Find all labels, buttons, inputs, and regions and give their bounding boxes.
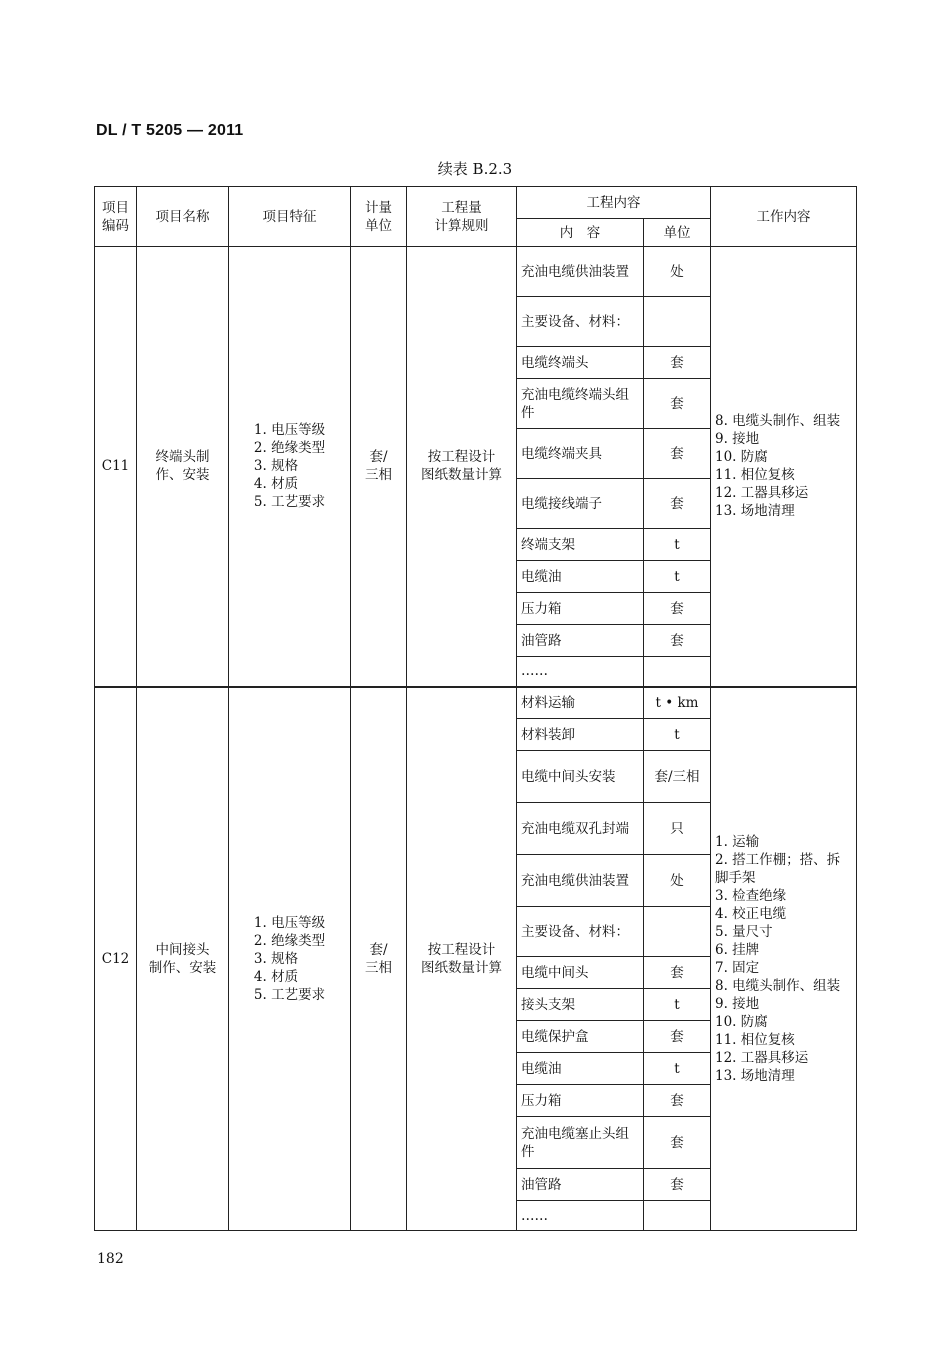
content-item: 电缆保护盒 [517,1021,644,1053]
content-item: 电缆接线端子 [517,479,644,529]
spec-table [94,186,857,1231]
header-content-group: 工程内容 [517,187,711,219]
content-item: 压力箱 [517,1085,644,1117]
content-unit: 套 [644,429,711,479]
content-unit: 套 [644,1085,711,1117]
feature-list [254,421,325,511]
content-item: 电缆油 [517,561,644,593]
table-row [95,687,857,719]
content-item: 充油电缆塞止头组件 [517,1117,644,1169]
content-unit: 套 [644,957,711,989]
header-unit: 计量 单位 [351,187,407,247]
content-unit [644,297,711,347]
feature-item: 2. 绝缘类型 [253,440,326,457]
content-item: 电缆中间头 [517,957,644,989]
feature-item: 3. 规格 [253,950,299,967]
content-unit: 套 [644,1117,711,1169]
table-row [95,247,857,297]
standard-code: DL / T 5205 — 2011 [96,122,244,139]
content-item: 充油电缆供油装置 [517,855,644,907]
content-unit: t [644,1053,711,1085]
feature-item: 5. 工艺要求 [253,986,326,1003]
item-unit: 套/ 三相 [351,687,407,1231]
content-unit: t [644,719,711,751]
item-features [229,687,351,1231]
item-unit: 套/ 三相 [351,247,407,687]
content-item: 压力箱 [517,593,644,625]
feature-item: 4. 材质 [253,968,299,985]
feature-item: 1. 电压等级 [253,422,326,439]
table-header [95,187,857,247]
content-unit: 套 [644,379,711,429]
table-body [95,247,857,1231]
page-number: 182 [97,1251,124,1267]
content-item: …… [517,657,644,687]
table-title: 续表 B.2.3 [437,160,513,178]
content-unit [644,657,711,687]
item-rule: 按工程设计 图纸数量计算 [407,687,517,1231]
work-content: 8. 电缆头制作、组装 9. 接地 10. 防腐 11. 相位复核 12. 工器具移运 13. 场地清理 [711,247,857,687]
content-unit: 只 [644,803,711,855]
header-code: 项目 编码 [95,187,137,247]
item-features [229,247,351,687]
content-item: …… [517,1201,644,1231]
content-unit: t [644,561,711,593]
content-unit [644,907,711,957]
content-item: 接头支架 [517,989,644,1021]
content-unit: 套 [644,625,711,657]
content-item: 主要设备、材料： [517,907,644,957]
content-unit: 处 [644,855,711,907]
header-name: 项目名称 [137,187,229,247]
header-feature: 项目特征 [229,187,351,247]
work-content: 1. 运输 2. 搭工作棚；搭、拆脚手架 3. 检查绝缘 4. 校正电缆 5. 量尺寸 6. 挂牌 7. 固定 8. 电缆头制作、组装 9. 接地 10. 防腐 11. 相位复核 12. 工器具移运 13. 场地清理 [711,687,857,1231]
item-name: 终端头制 作、安装 [137,247,229,687]
header-rule: 工程量 计算规则 [407,187,517,247]
content-item: 油管路 [517,1169,644,1201]
content-item: 充油电缆终端头组件 [517,379,644,429]
content-item: 电缆终端头 [517,347,644,379]
content-unit: 套 [644,347,711,379]
content-unit: 套 [644,593,711,625]
feature-item: 3. 规格 [253,458,299,475]
header-work: 工作内容 [711,187,857,247]
feature-item: 1. 电压等级 [253,914,326,931]
content-unit: 套 [644,479,711,529]
item-code: C12 [95,687,137,1231]
feature-list [254,914,325,1004]
content-unit: t • km [644,687,711,719]
content-item: 电缆中间头安装 [517,751,644,803]
content-unit: t [644,529,711,561]
content-item: 充油电缆双孔封端 [517,803,644,855]
content-item: 材料装卸 [517,719,644,751]
content-item: 主要设备、材料： [517,297,644,347]
content-item: 油管路 [517,625,644,657]
content-unit: 套 [644,1169,711,1201]
content-item: 终端支架 [517,529,644,561]
header-content-unit: 单位 [644,219,711,247]
content-unit: t [644,989,711,1021]
feature-item: 4. 材质 [253,476,299,493]
item-name: 中间接头 制作、安装 [137,687,229,1231]
item-code: C11 [95,247,137,687]
content-unit: 套/三相 [644,751,711,803]
content-unit: 处 [644,247,711,297]
content-unit: 套 [644,1021,711,1053]
content-item: 电缆终端夹具 [517,429,644,479]
header-content: 内 容 [517,219,644,247]
item-rule: 按工程设计 图纸数量计算 [407,247,517,687]
feature-item: 5. 工艺要求 [253,494,326,511]
feature-item: 2. 绝缘类型 [253,932,326,949]
content-item: 充油电缆供油装置 [517,247,644,297]
content-item: 电缆油 [517,1053,644,1085]
content-unit [644,1201,711,1231]
content-item: 材料运输 [517,687,644,719]
